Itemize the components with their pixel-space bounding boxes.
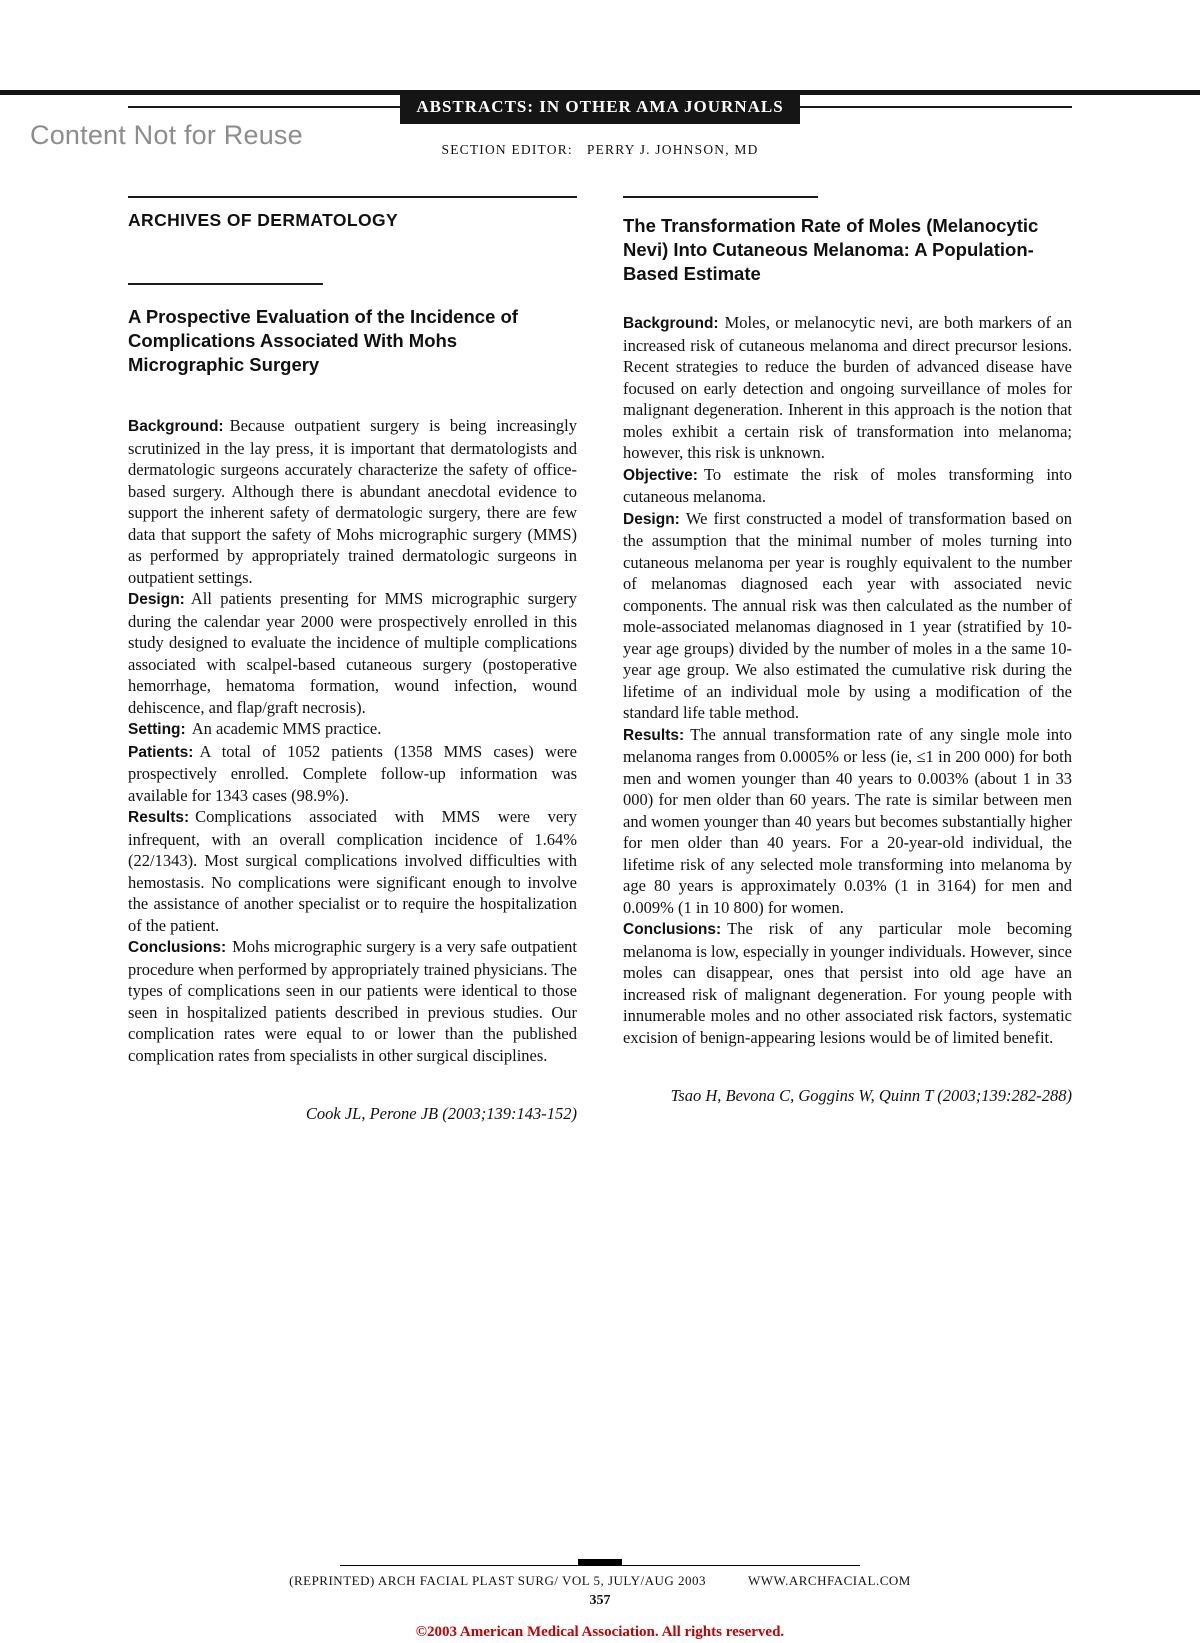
paragraph-label: Background: bbox=[128, 418, 224, 436]
abstract-paragraph bbox=[623, 508, 1072, 724]
footer-reprint-line bbox=[0, 1573, 1200, 1589]
paragraph-label: Results: bbox=[128, 809, 190, 827]
right-article-citation: Tsao H, Bevona C, Goggins W, Quinn T (2003;139:282-288) bbox=[670, 1086, 1072, 1106]
abstract-paragraph bbox=[128, 415, 577, 588]
section-editor-name: PERRY J. JOHNSON, MD bbox=[586, 142, 759, 157]
left-column-top-rule bbox=[128, 196, 577, 198]
left-article-title: A Prospective Evaluation of the Incidence of Complications Associated With Mohs Micrographic Surgery bbox=[128, 306, 518, 376]
banner-title: ABSTRACTS: IN OTHER AMA JOURNALS bbox=[400, 90, 799, 124]
paragraph-text: All patients presenting for MMS micrographic surgery during the calendar year 2000 were prospectively enrolled in this study designed to evaluate the incidence of multiple complications associated with scalpel-based cutaneous surgery (postoperative hemorrhage, hematoma formation, wound infection, wound dehiscence, and flap/graft necrosis). bbox=[128, 589, 577, 717]
abstract-paragraph bbox=[128, 741, 577, 807]
left-article-body bbox=[128, 415, 577, 1066]
section-editor-label: SECTION EDITOR: bbox=[441, 142, 573, 157]
left-article-rule bbox=[128, 283, 323, 285]
abstract-paragraph bbox=[623, 918, 1072, 1048]
paragraph-label: Conclusions: bbox=[128, 939, 227, 957]
right-column bbox=[623, 196, 1072, 1124]
paragraph-label: Background: bbox=[623, 315, 719, 333]
abstract-paragraph bbox=[128, 806, 577, 936]
paragraph-label: Objective: bbox=[623, 466, 698, 484]
paragraph-text: Complications associated with MMS were very infrequent, with an overall complication incidence of 1.64% (22/1343). Most surgical complications involved difficulties with hemostasis. No complications were significant enough to involve the assistance of another specialist or to require the hospitalization of the patient. bbox=[128, 807, 577, 935]
page-footer bbox=[0, 1565, 1200, 1641]
page-top-border bbox=[0, 90, 1200, 95]
abstract-paragraph bbox=[128, 588, 577, 718]
abstract-paragraph bbox=[623, 312, 1072, 464]
paragraph-label: Patients: bbox=[128, 743, 194, 761]
right-article-rule bbox=[623, 196, 818, 198]
left-article-citation: Cook JL, Perone JB (2003;139:143-152) bbox=[305, 1104, 577, 1124]
page-number: 357 bbox=[589, 1593, 611, 1608]
paragraph-text: The risk of any particular mole becoming melanoma is low, especially in younger individuals. However, since moles can disappear, ones that persist into old age have an increased risk of malignant degeneration. For young people with innumerable moles and no other associated risk factors, systematic excision of benign-appearing lesions would be of limited benefit. bbox=[623, 919, 1072, 1047]
left-column bbox=[128, 196, 577, 1124]
header-banner-row bbox=[128, 90, 1072, 124]
paragraph-text: Mohs micrographic surgery is a very safe outpatient procedure when performed by appropriately trained physicians. The types of complications seen in our patients were identical to those seen in hospitalized patients described in previous studies. Our complication rates were equal to or lower than the published complication rates from specialists in other surgical disciplines. bbox=[128, 937, 577, 1065]
abstract-paragraph bbox=[623, 724, 1072, 919]
abstract-paragraph bbox=[128, 936, 577, 1066]
copyright-notice: ©2003 American Medical Association. All rights reserved. bbox=[415, 1624, 785, 1640]
abstract-paragraph bbox=[128, 718, 577, 741]
footer-journal-info: (REPRINTED) ARCH FACIAL PLAST SURG/ VOL 5, JULY/AUG 2003 bbox=[289, 1573, 706, 1588]
footer-rule-block bbox=[578, 1559, 622, 1565]
banner-right-rule bbox=[800, 106, 1072, 108]
paragraph-label: Setting: bbox=[128, 721, 186, 739]
two-column-layout bbox=[128, 196, 1072, 1124]
journal-page bbox=[0, 90, 1200, 1640]
right-article-title: The Transformation Rate of Moles (Melanocytic Nevi) Into Cutaneous Melanoma: A Population-Based Estimate bbox=[623, 215, 1039, 285]
paragraph-label: Results: bbox=[623, 726, 685, 744]
paragraph-text: To estimate the risk of moles transforming into cutaneous melanoma. bbox=[623, 464, 1072, 507]
paragraph-text: We first constructed a model of transformation based on the assumption that the minimal number of moles turning into cutaneous melanoma per year is roughly equivalent to the number of melanomas diagnosed each year with associated nevic components. The annual risk was then calculated as the number of mole-associated melanomas diagnosed in 1 year (stratified by 10-year age groups) divided by the number of moles in a the same 10-year age group. We also estimated the cumulative risk during the lifetime of an individual mole by using a modification of the standard life table method. bbox=[623, 508, 1072, 723]
paragraph-text: Because outpatient surgery is being increasingly scrutinized in the lay press, it is important that dermatologists and dermatologic surgeons accurately characterize the safety of office-based surgery. Although there is abundant anecdotal evidence to support the inherent safety of dermatologic surgery, there are few data that support the safety of Mohs micrographic surgery (MMS) as performed by appropriately trained dermatologic surgeons in outpatient settings. bbox=[128, 416, 577, 587]
journal-name-heading: ARCHIVES OF DERMATOLOGY bbox=[128, 210, 399, 230]
paragraph-label: Design: bbox=[128, 591, 185, 609]
banner-left-rule bbox=[128, 106, 400, 108]
paragraph-text: The annual transformation rate of any single mole into melanoma ranges from 0.0005% or less (ie, ≤1 in 200 000) for both men and women younger than 40 years to 0.003% (about 1 in 33 000) for men older than 60 years. The rate is similar between men and women younger than 40 years but becomes substantially higher for men older than 40 years. For a 20-year-old individual, the lifetime risk of any selected mole transforming into melanoma by age 80 years is approximately 0.03% (1 in 3164) for men and 0.009% (1 in 10 800) for women. bbox=[623, 724, 1072, 917]
paragraph-text: An academic MMS practice. bbox=[191, 719, 382, 739]
right-article-body bbox=[623, 312, 1072, 1048]
paragraph-label: Design: bbox=[623, 510, 680, 528]
watermark-text: Content Not for Reuse bbox=[30, 120, 303, 150]
footer-rule bbox=[340, 1565, 860, 1566]
abstract-paragraph bbox=[623, 464, 1072, 508]
paragraph-label: Conclusions: bbox=[623, 921, 722, 939]
paragraph-text: Moles, or melanocytic nevi, are both markers of an increased risk of cutaneous melanoma and direct precursor lesions. Recent strategies to reduce the burden of advanced disease have focused on early detection and ongoing surveillance of moles for malignant degeneration. Inherent in this approach is the notion that moles exhibit a certain risk of transformation into melanoma; however, this risk is unknown. bbox=[623, 313, 1072, 463]
footer-website: WWW.ARCHFACIAL.COM bbox=[748, 1573, 911, 1588]
paragraph-text: A total of 1052 patients (1358 MMS cases) were prospectively enrolled. Complete follow-up information was available for 1343 cases (98.9%). bbox=[128, 741, 577, 805]
